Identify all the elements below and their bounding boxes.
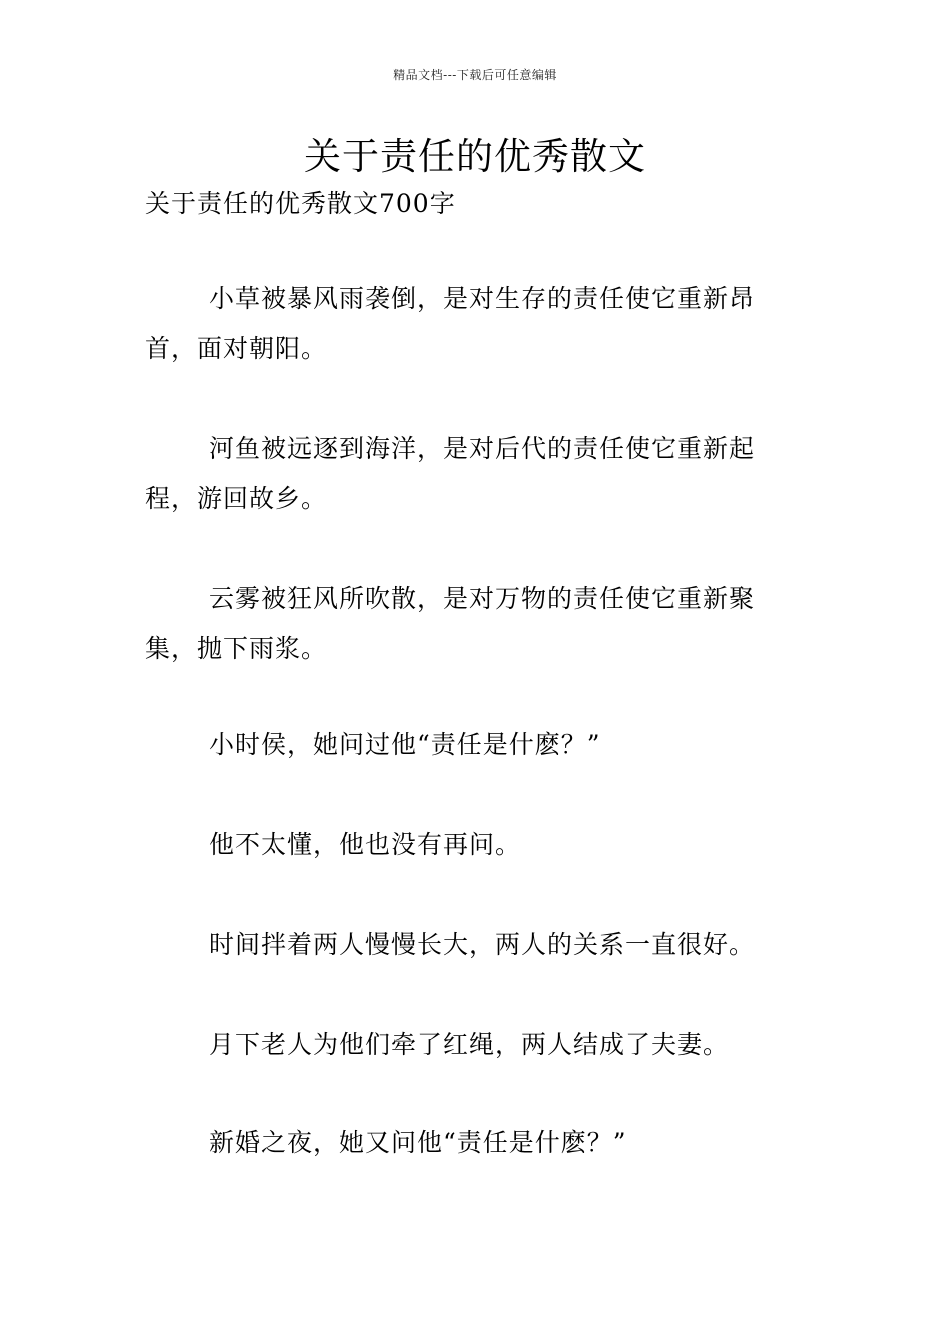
paragraph: 时间拌着两人慢慢长大，两人的关系一直很好。 (209, 930, 756, 959)
document-subtitle: 关于责任的优秀散文700字 (145, 189, 456, 218)
paragraph: 河鱼被远逐到海洋，是对后代的责任使它重新起程，游回故乡。 (145, 434, 756, 513)
paragraph: 他不太懂，他也没有再问。 (209, 830, 522, 859)
header-note: 精品文档---下载后可任意编辑 (393, 68, 557, 82)
paragraph: 云雾被狂风所吹散，是对万物的责任使它重新聚集，抛下雨浆。 (145, 584, 756, 663)
paragraph: 小时侯，她问过他“责任是什麽？” (209, 730, 601, 759)
paragraph: 新婚之夜，她又问他“责任是什麽？” (209, 1128, 627, 1157)
paragraph: 月下老人为他们牵了红绳，两人结成了夫妻。 (209, 1030, 730, 1059)
paragraph: 小草被暴风雨袭倒，是对生存的责任使它重新昂首，面对朝阳。 (145, 284, 756, 363)
document-title: 关于责任的优秀散文 (304, 135, 646, 178)
